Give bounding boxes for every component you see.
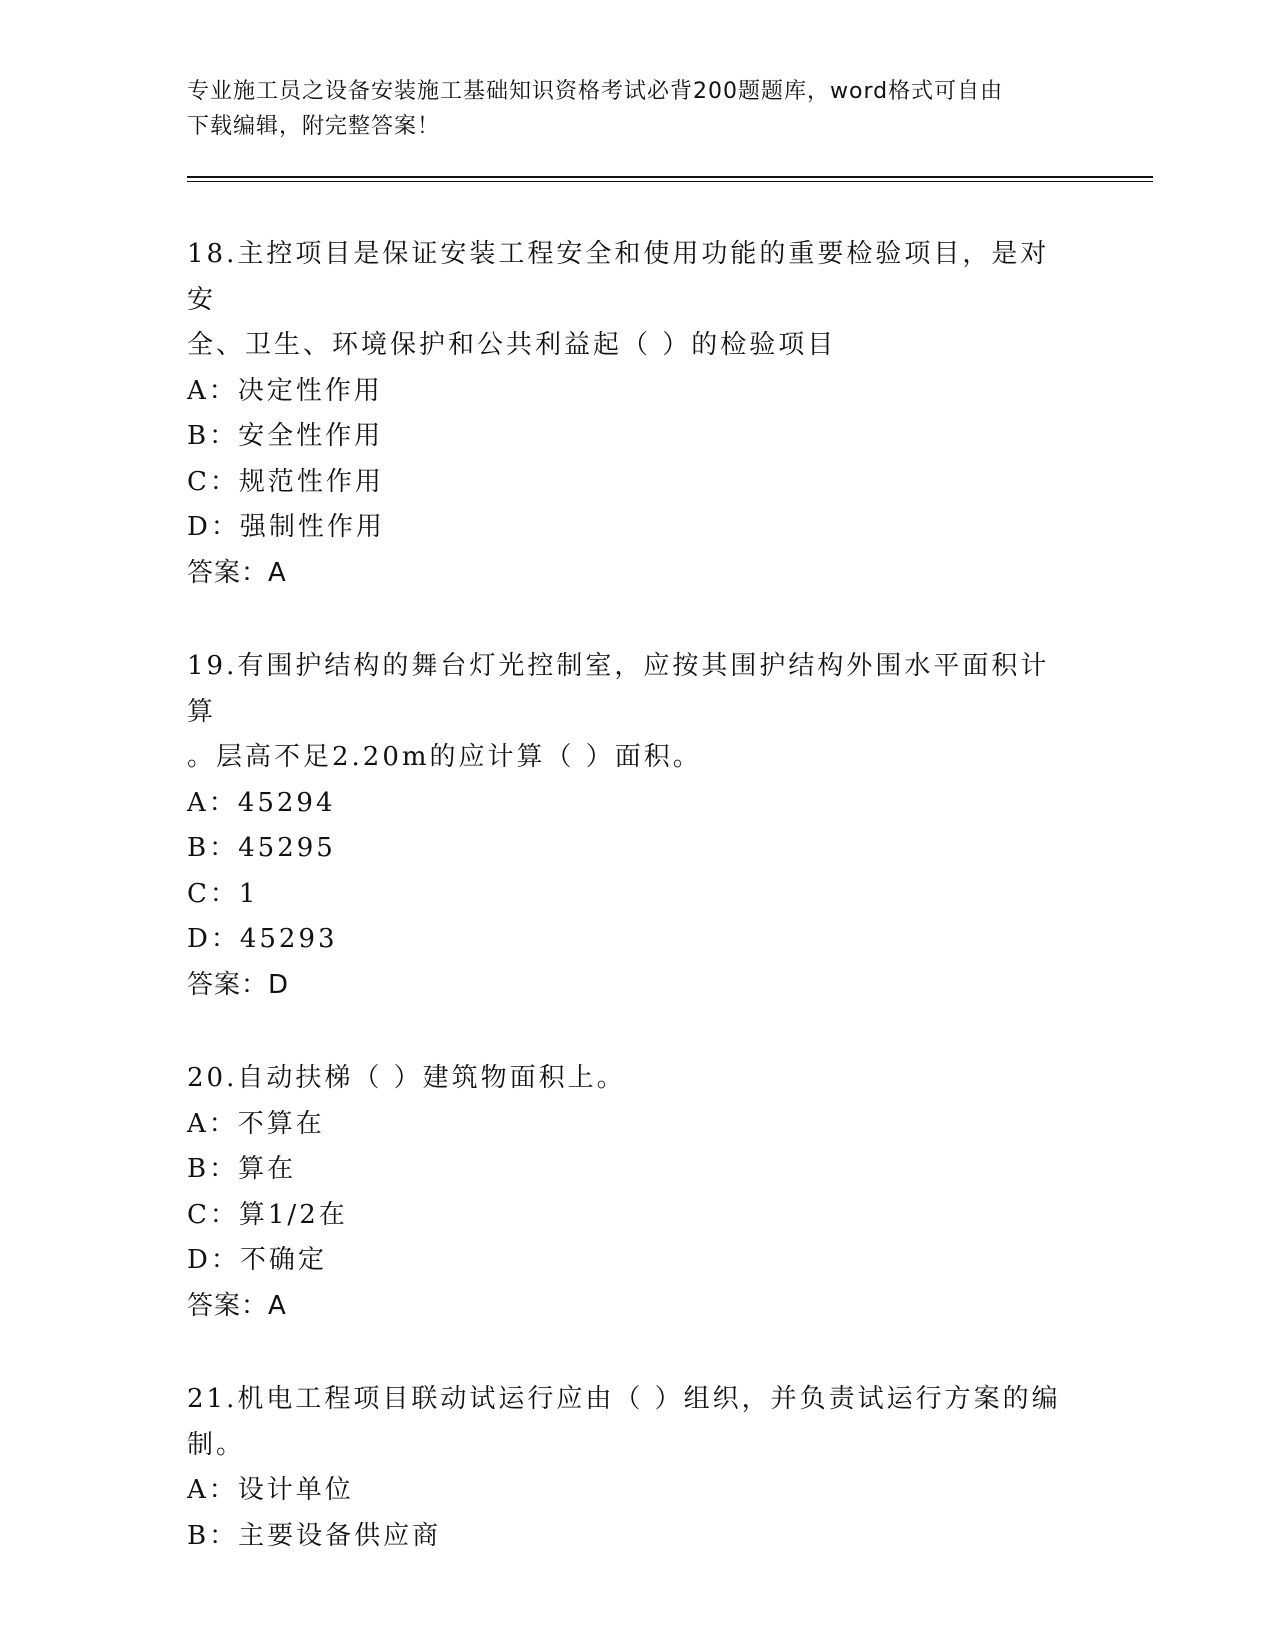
option-a: A：设计单位: [187, 1475, 354, 1505]
option-b: B：算在: [187, 1154, 297, 1184]
question-stem-line: 。层高不足2.20m的应计算（ ）面积。: [187, 742, 702, 772]
question-stem: [187, 1056, 1067, 1102]
question-stem: [187, 644, 1067, 781]
question-list: [187, 232, 1087, 1607]
question-stem-line: 18.主控项目是保证安装工程安全和使用功能的重要检验项目，是对安: [187, 239, 1050, 315]
header-line-1: 专业施工员之设备安装施工基础知识资格考试必背200题题库，word格式可自由: [187, 79, 1004, 104]
option-b: B：45295: [187, 833, 336, 863]
answer-label: 答案：A: [187, 557, 287, 588]
document-header: [187, 74, 1067, 144]
option-d: D：45293: [187, 924, 338, 954]
option-b: B：安全性作用: [187, 421, 384, 451]
question-20: [187, 1056, 1087, 1329]
question-stem-line: 全、卫生、环境保护和公共利益起（ ）的检验项目: [187, 330, 837, 360]
question-stem-line: 21.机电工程项目联动试运行应由（ ）组织，并负责试运行方案的编: [187, 1384, 1061, 1414]
option-c: C：算1/2在: [187, 1199, 348, 1230]
question-19: [187, 644, 1087, 1008]
option-c: C：1: [187, 878, 259, 909]
question-stem: [187, 1377, 1067, 1468]
option-a: A：决定性作用: [187, 375, 383, 406]
question-stem-line: 20.自动扶梯（ ）建筑物面积上。: [187, 1063, 626, 1093]
option-a: A：45294: [187, 787, 336, 818]
question-18: [187, 232, 1087, 596]
option-d: D：不确定: [187, 1245, 327, 1275]
header-divider-thin: [187, 181, 1153, 182]
option-d: D：强制性作用: [187, 512, 385, 542]
header-line-2: 下载编辑，附完整答案！: [187, 114, 441, 139]
option-c: C：规范性作用: [187, 466, 384, 497]
question-21: [187, 1377, 1087, 1559]
question-stem: [187, 232, 1067, 369]
option-b: B：主要设备供应商: [187, 1520, 442, 1551]
answer-label: 答案：A: [187, 1290, 287, 1321]
answer-label: 答案：D: [187, 969, 290, 1000]
question-stem-line: 19.有围护结构的舞台灯光控制室，应按其围护结构外围水平面积计算: [187, 651, 1050, 727]
question-stem-line: 制。: [187, 1429, 246, 1460]
option-a: A：不算在: [187, 1108, 325, 1139]
header-divider-thick: [187, 176, 1153, 178]
